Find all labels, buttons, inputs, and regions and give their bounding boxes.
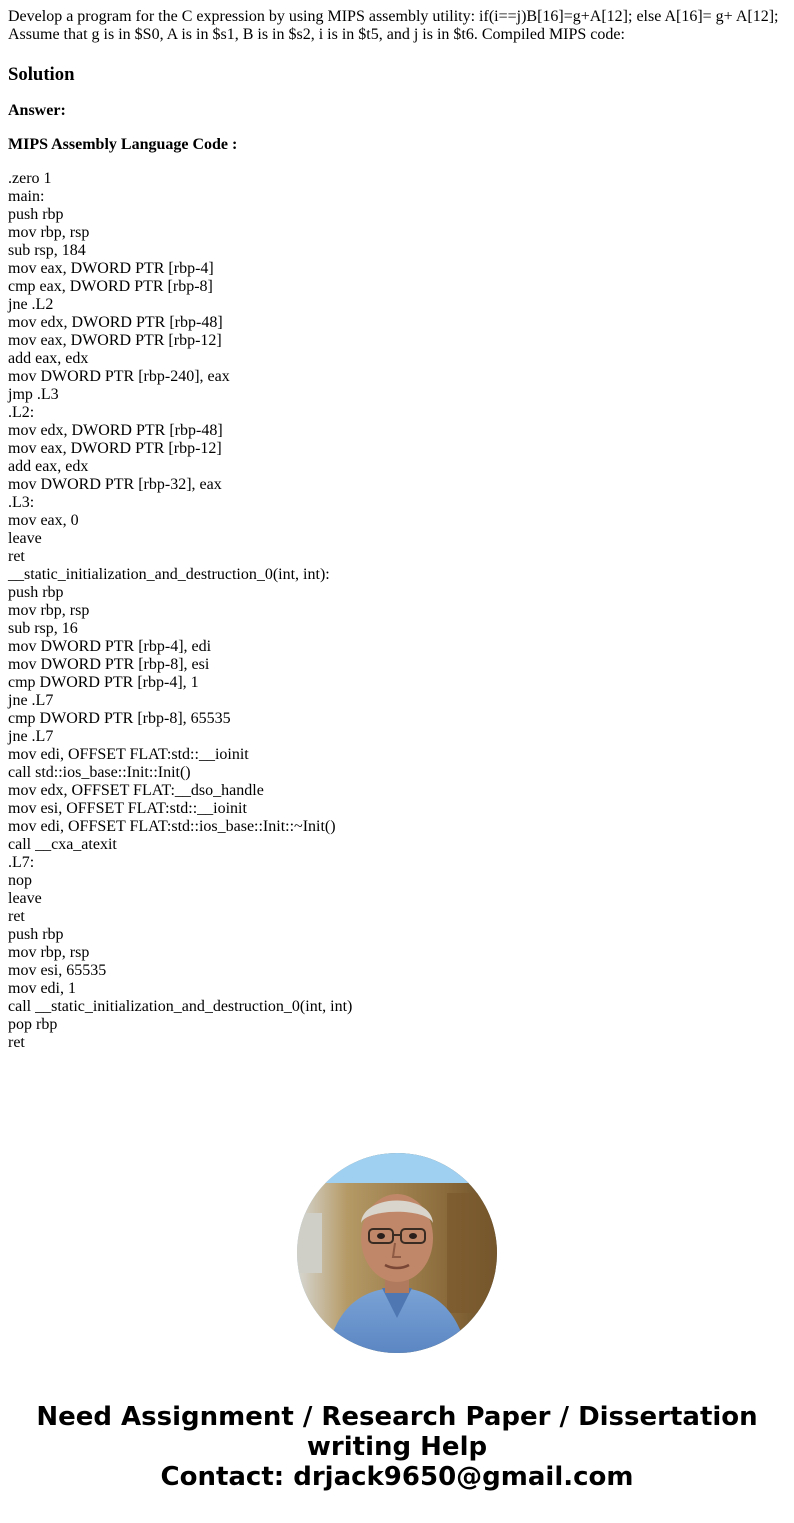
code-line: mov edi, OFFSET FLAT:std::ios_base::Init::~Init()	[8, 818, 336, 835]
author-portrait-image	[297, 1153, 497, 1353]
main-content	[8, 8, 786, 1052]
code-line: mov eax, DWORD PTR [rbp-12]	[8, 440, 222, 457]
code-block	[8, 170, 786, 1052]
code-line: mov eax, 0	[8, 512, 79, 529]
code-line: mov edi, OFFSET FLAT:std::__ioinit	[8, 746, 249, 763]
code-line: add eax, edx	[8, 350, 89, 367]
code-line: jne .L7	[8, 728, 54, 745]
code-line: main:	[8, 188, 45, 205]
code-line: jne .L7	[8, 692, 54, 709]
code-line: mov eax, DWORD PTR [rbp-4]	[8, 260, 214, 277]
code-line: cmp eax, DWORD PTR [rbp-8]	[8, 278, 213, 295]
code-line: call __static_initialization_and_destruction_0(int, int)	[8, 998, 353, 1015]
code-line: call std::ios_base::Init::Init()	[8, 764, 191, 781]
footer-banner	[0, 1402, 794, 1492]
code-line: mov eax, DWORD PTR [rbp-12]	[8, 332, 222, 349]
code-line: push rbp	[8, 584, 64, 601]
code-line: mov rbp, rsp	[8, 224, 90, 241]
code-line: .L7:	[8, 854, 35, 871]
code-line: .L2:	[8, 404, 35, 421]
code-line: cmp DWORD PTR [rbp-8], 65535	[8, 710, 231, 727]
answer-heading: Answer:	[8, 102, 66, 119]
code-line: cmp DWORD PTR [rbp-4], 1	[8, 674, 199, 691]
code-line: mov esi, 65535	[8, 962, 107, 979]
question-text: Develop a program for the C expression by using MIPS assembly utility: if(i==j)B[16]=g+A[12]; else A[16]= g+ A[12]; Assume that g is in $S0, A is in $s1, B is in $s2, i is in $t5, and j is in $t6. Compiled MIPS code:	[8, 8, 779, 43]
footer-line-1: Need Assignment / Research Paper / Dissertation	[36, 1402, 758, 1432]
code-line: jne .L2	[8, 296, 54, 313]
code-line: mov edi, 1	[8, 980, 76, 997]
footer-line-2: writing Help	[306, 1432, 488, 1462]
code-line: sub rsp, 16	[8, 620, 78, 637]
code-line: ret	[8, 1034, 25, 1051]
code-line: mov rbp, rsp	[8, 944, 90, 961]
code-line: jmp .L3	[8, 386, 59, 403]
code-line: push rbp	[8, 206, 64, 223]
code-heading: MIPS Assembly Language Code :	[8, 136, 238, 153]
code-line: mov esi, OFFSET FLAT:std::__ioinit	[8, 800, 247, 817]
code-line: nop	[8, 872, 32, 889]
code-line: add eax, edx	[8, 458, 89, 475]
code-line: mov edx, OFFSET FLAT:__dso_handle	[8, 782, 264, 799]
solution-heading: Solution	[8, 64, 75, 85]
code-line: pop rbp	[8, 1016, 58, 1033]
footer-contact-line: Contact: drjack9650@gmail.com	[160, 1462, 634, 1492]
code-line: mov edx, DWORD PTR [rbp-48]	[8, 422, 223, 439]
code-line: call __cxa_atexit	[8, 836, 117, 853]
code-line: .L3:	[8, 494, 35, 511]
code-line: mov DWORD PTR [rbp-240], eax	[8, 368, 230, 385]
code-line: mov DWORD PTR [rbp-32], eax	[8, 476, 222, 493]
code-line: ret	[8, 548, 25, 565]
code-line: push rbp	[8, 926, 64, 943]
code-line: mov rbp, rsp	[8, 602, 90, 619]
code-line: __static_initialization_and_destruction_0(int, int):	[8, 566, 330, 583]
code-line: leave	[8, 890, 42, 907]
code-line: sub rsp, 184	[8, 242, 86, 259]
code-line: mov edx, DWORD PTR [rbp-48]	[8, 314, 223, 331]
code-line: mov DWORD PTR [rbp-4], edi	[8, 638, 212, 655]
code-line: ret	[8, 908, 25, 925]
code-line: leave	[8, 530, 42, 547]
code-line: .zero 1	[8, 170, 52, 187]
code-line: mov DWORD PTR [rbp-8], esi	[8, 656, 210, 673]
author-avatar	[297, 1153, 497, 1353]
